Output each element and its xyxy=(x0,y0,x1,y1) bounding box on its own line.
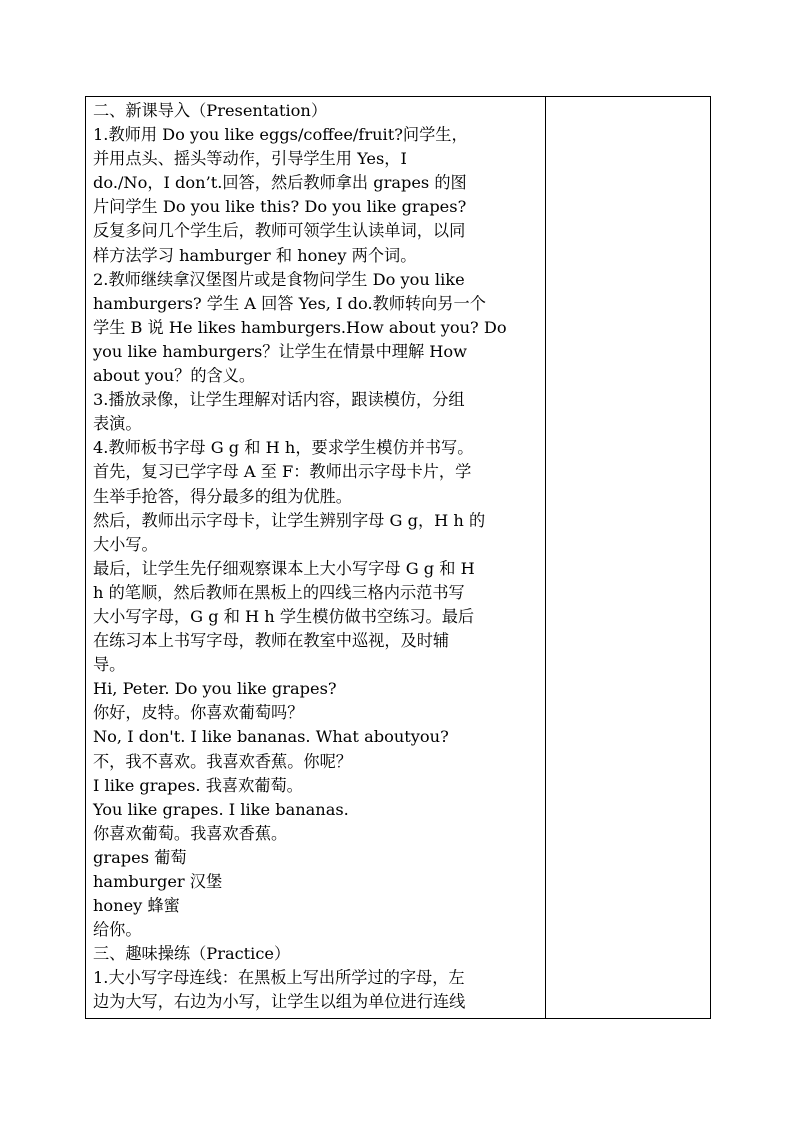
text-line: 首先，复习已学字母 A 至 F：教师出示字母卡片，学 xyxy=(93,462,472,482)
text-line: 给你。 xyxy=(93,920,142,940)
text-line: 然后，教师出示字母卡，让学生辨别字母 G g，H h 的 xyxy=(93,510,486,530)
text-line: 三、趣味操练（Practice） xyxy=(93,944,291,964)
text-line: 2.教师继续拿汉堡图片或是食物问学生 Do you like xyxy=(93,269,465,289)
text-line: 在练习本上书写字母，教师在教室中巡视，及时辅 xyxy=(93,631,450,651)
text-line: 并用点头、摇头等动作，引导学生用 Yes，I xyxy=(93,149,407,169)
text-line: h 的笔顺，然后教师在黑板上的四线三格内示范书写 xyxy=(93,582,465,602)
text-line: No, I don't. I like bananas. What aboutyou? xyxy=(93,727,449,747)
text-line: 你喜欢葡萄。我喜欢香蕉。 xyxy=(93,823,288,843)
text-line: grapes 葡萄 xyxy=(93,847,187,867)
text-line: honey 蜂蜜 xyxy=(93,896,180,916)
text-line: 3.播放录像，让学生理解对话内容，跟读模仿，分组 xyxy=(93,390,465,410)
text-line: 不，我不喜欢。我喜欢香蕉。你呢？ xyxy=(93,751,352,771)
text-line: 反复多问几个学生后，教师可领学生认读单词，以同 xyxy=(93,221,466,241)
text-line: hamburger 汉堡 xyxy=(93,872,223,891)
text-line: 样方法学习 hamburger 和 honey 两个词。 xyxy=(93,245,417,265)
text-line: 你好，皮特。你喜欢葡萄吗？ xyxy=(93,703,304,723)
text-line: 4.教师板书字母 G g 和 H h，要求学生模仿并书写。 xyxy=(93,438,474,458)
text-line: 边为大写，右边为小写，让学生以组为单位进行连线 xyxy=(93,992,466,1012)
text-line: I like grapes. 我喜欢葡萄。 xyxy=(93,775,303,795)
table-row xyxy=(86,97,711,1019)
lesson-content xyxy=(86,97,545,1018)
text-line: 生举手抢答，得分最多的组为优胜。 xyxy=(93,486,352,506)
text-line: 学生 B 说 He likes hamburgers.How about you? Do xyxy=(93,317,507,337)
text-line: Hi, Peter. Do you like grapes? xyxy=(93,679,337,699)
text-line: 大小写。 xyxy=(93,534,158,554)
lesson-content-cell xyxy=(86,97,546,1019)
text-line: do./No，I don’t.回答，然后教师拿出 grapes 的图 xyxy=(93,173,467,193)
notes-cell xyxy=(546,97,711,1019)
text-line: 导。 xyxy=(93,655,126,675)
text-line: 1.大小写字母连线：在黑板上写出所学过的字母，左 xyxy=(93,968,465,988)
text-line: 二、新课导入（Presentation） xyxy=(93,101,328,120)
lesson-plan-table xyxy=(85,96,711,1019)
text-line: hamburgers? 学生 A 回答 Yes, I do.教师转向另一个 xyxy=(93,293,486,313)
text-line: 大小写字母，G g 和 H h 学生模仿做书空练习。最后 xyxy=(93,606,475,626)
text-line: You like grapes. I like bananas. xyxy=(93,799,349,819)
text-line: 最后，让学生先仔细观察课本上大小写字母 G g 和 H xyxy=(93,558,475,578)
text-line: about you？的含义。 xyxy=(93,366,256,386)
text-line: 1.教师用 Do you like eggs/coffee/fruit?问学生， xyxy=(93,125,468,145)
text-line: 表演。 xyxy=(93,414,142,434)
text-line: 片问学生 Do you like this? Do you like grapes? xyxy=(93,197,467,217)
text-line: you like hamburgers？让学生在情景中理解 How xyxy=(93,341,468,361)
